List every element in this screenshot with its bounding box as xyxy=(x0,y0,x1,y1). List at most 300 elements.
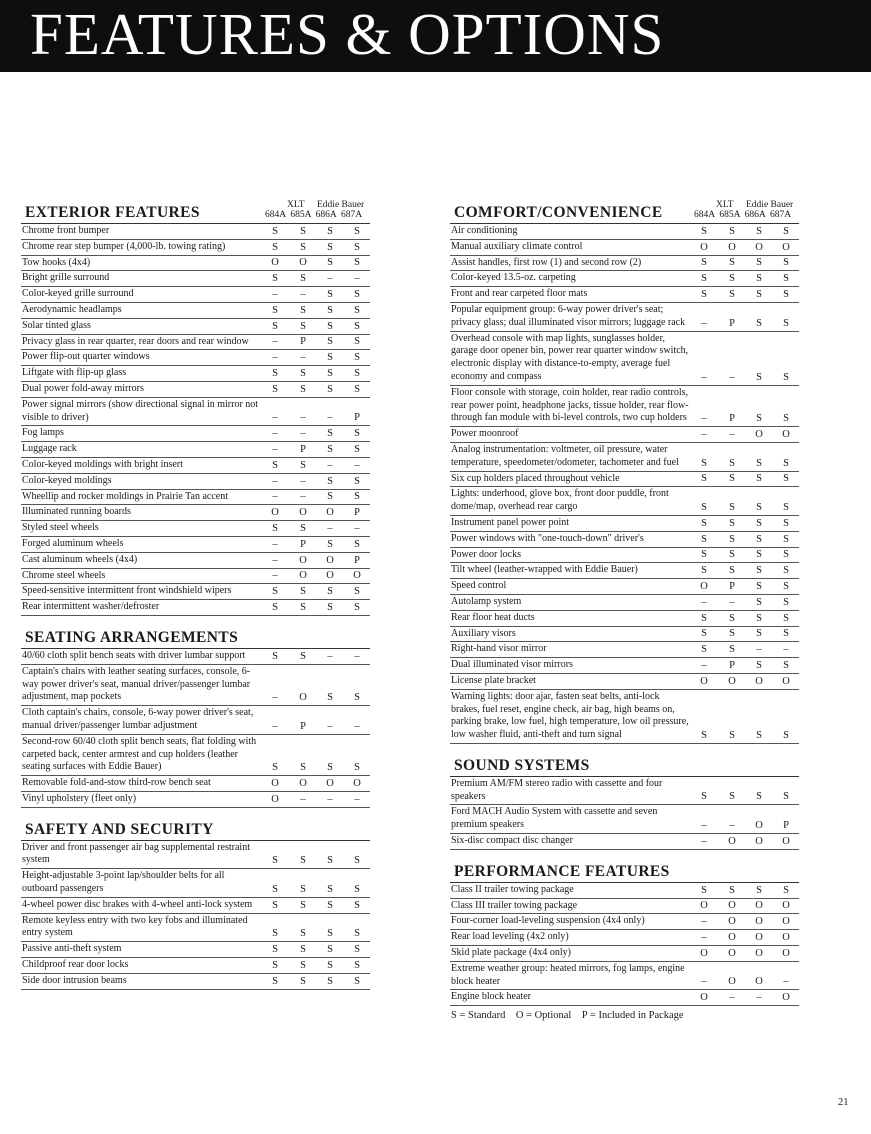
feature-label: Color-keyed grille surround xyxy=(22,288,134,300)
availability-codes xyxy=(265,443,370,456)
feature-row xyxy=(21,914,370,943)
availability-code: – xyxy=(327,459,333,471)
availability-codes xyxy=(265,475,370,488)
feature-label: Floor console with storage, coin holder, rear radio controls, rear power point, headphone jacks, tissue holder, rear flow-through fan module with bi-level controls, two cup holders xyxy=(451,386,689,424)
availability-code: O xyxy=(728,932,736,944)
availability-code: P xyxy=(354,554,360,566)
package-codes: 684A 685A 686A 687A xyxy=(265,210,363,220)
trim-label-eddie-bauer: Eddie Bauer xyxy=(746,200,794,210)
availability-codes xyxy=(694,675,799,688)
availability-code: S xyxy=(272,225,278,237)
feature-label: Speed control xyxy=(451,580,507,592)
availability-codes xyxy=(265,256,370,269)
availability-code: S xyxy=(272,459,278,471)
availability-code: S xyxy=(327,928,333,940)
trim-label-xlt: XLT xyxy=(287,200,305,210)
availability-code: – xyxy=(327,650,333,662)
availability-code: S xyxy=(756,533,762,545)
availability-code: O xyxy=(755,976,763,988)
availability-code: S xyxy=(729,884,735,896)
availability-code: S xyxy=(701,273,707,285)
availability-code: O xyxy=(782,835,790,847)
feature-label: Six-disc compact disc changer xyxy=(451,835,573,847)
section-title: SAFETY AND SECURITY xyxy=(25,820,214,838)
feature-label: Power door locks xyxy=(451,548,521,560)
feature-label: Remote keyless entry with two key fobs and illuminated entry system xyxy=(22,914,248,939)
availability-code: S xyxy=(327,944,333,956)
availability-code: S xyxy=(701,628,707,640)
availability-codes xyxy=(694,472,799,485)
availability-code: S xyxy=(327,225,333,237)
availability-code: S xyxy=(327,352,333,364)
section-header xyxy=(450,198,799,224)
availability-codes xyxy=(265,975,370,988)
availability-code: – xyxy=(300,475,306,487)
availability-code: O xyxy=(755,820,763,832)
availability-code: S xyxy=(729,473,735,485)
feature-label: Color-keyed moldings xyxy=(22,474,112,486)
feature-row xyxy=(450,990,799,1006)
availability-code: – xyxy=(729,820,735,832)
availability-code: S xyxy=(783,729,789,741)
feature-row xyxy=(21,869,370,898)
availability-code: S xyxy=(300,522,306,534)
feature-row xyxy=(21,490,370,506)
availability-code: S xyxy=(783,533,789,545)
availability-code: S xyxy=(756,884,762,896)
availability-code: P xyxy=(300,443,306,455)
feature-row xyxy=(21,569,370,585)
feature-row xyxy=(450,690,799,744)
feature-label: 40/60 cloth split bench seats with driver lumbar support xyxy=(22,649,246,661)
availability-code: S xyxy=(354,428,360,440)
availability-code: S xyxy=(272,928,278,940)
feature-label: Cast aluminum wheels (4x4) xyxy=(22,553,138,565)
availability-code: S xyxy=(354,928,360,940)
availability-code: S xyxy=(300,383,306,395)
availability-code: S xyxy=(756,659,762,671)
feature-row xyxy=(450,595,799,611)
feature-label: Chrome front bumper xyxy=(22,225,110,236)
left-column xyxy=(21,198,370,990)
availability-codes xyxy=(694,627,799,640)
availability-code: – xyxy=(701,932,707,944)
availability-codes xyxy=(265,538,370,551)
feature-row xyxy=(21,521,370,537)
availability-code: S xyxy=(272,899,278,911)
availability-code: P xyxy=(300,720,306,732)
feature-label: Color-keyed moldings with bright insert xyxy=(22,458,183,470)
feature-row xyxy=(450,443,799,472)
availability-code: S xyxy=(783,884,789,896)
availability-code: S xyxy=(783,273,789,285)
availability-code: S xyxy=(729,225,735,237)
availability-code: S xyxy=(354,352,360,364)
availability-code: S xyxy=(327,762,333,774)
availability-code: O xyxy=(728,916,736,928)
feature-label: Four-corner load-leveling suspension (4x4 only) xyxy=(451,915,645,927)
feature-row xyxy=(450,914,799,930)
feature-row xyxy=(450,332,799,386)
availability-code: S xyxy=(327,288,333,300)
availability-code: S xyxy=(701,884,707,896)
feature-row xyxy=(450,930,799,946)
availability-code: S xyxy=(756,791,762,803)
feature-row xyxy=(21,553,370,569)
availability-code: S xyxy=(783,628,789,640)
availability-code: O xyxy=(782,932,790,944)
availability-code: S xyxy=(701,565,707,577)
availability-code: O xyxy=(728,241,736,253)
availability-codes xyxy=(265,225,370,238)
feature-row xyxy=(21,240,370,256)
availability-code: – xyxy=(272,443,278,455)
availability-code: S xyxy=(354,491,360,503)
availability-code: S xyxy=(354,225,360,237)
feature-row xyxy=(450,287,799,303)
availability-code: S xyxy=(729,501,735,513)
feature-row xyxy=(450,962,799,991)
feature-label: Front and rear carpeted floor mats xyxy=(451,288,588,300)
feature-row xyxy=(450,427,799,443)
feature-label: Six cup holders placed throughout vehicle xyxy=(451,472,620,484)
feature-label: Rear load leveling (4x2 only) xyxy=(451,931,569,943)
availability-code: O xyxy=(299,570,307,582)
availability-codes xyxy=(265,650,370,663)
availability-code: S xyxy=(300,320,306,332)
availability-code: S xyxy=(327,586,333,598)
availability-code: O xyxy=(700,675,708,687)
right-column xyxy=(450,198,799,1023)
availability-code: S xyxy=(300,959,306,971)
availability-code: – xyxy=(729,371,735,383)
feature-row xyxy=(450,642,799,658)
feature-row xyxy=(21,350,370,366)
availability-code: S xyxy=(327,491,333,503)
availability-code: S xyxy=(729,729,735,741)
availability-code: – xyxy=(300,352,306,364)
feature-row xyxy=(21,841,370,870)
feature-label: Class II trailer towing package xyxy=(451,883,574,895)
availability-code: O xyxy=(728,947,736,959)
availability-code: S xyxy=(354,475,360,487)
availability-code: S xyxy=(756,371,762,383)
availability-codes xyxy=(265,506,370,519)
availability-code: – xyxy=(701,835,707,847)
feature-label: Power moonroof xyxy=(451,428,519,440)
availability-code: S xyxy=(272,586,278,598)
feature-label: Height-adjustable 3-point lap/shoulder belts for all outboard passengers xyxy=(22,870,225,895)
availability-code: O xyxy=(271,257,279,269)
feature-label: Overhead console with map lights, sunglasses holder, garage door opener bin, power rear quarter window switch, electronic display with distance-to-empty, average fuel economy and compass xyxy=(451,332,689,382)
availability-codes xyxy=(694,975,799,988)
availability-code: O xyxy=(326,570,334,582)
availability-code: P xyxy=(783,820,789,832)
feature-row xyxy=(21,474,370,490)
availability-code: S xyxy=(300,855,306,867)
availability-code: S xyxy=(272,959,278,971)
availability-code: O xyxy=(326,777,334,789)
feature-label: Warning lights: door ajar, fasten seat belts, anti-lock brakes, fuel reset, engine check, air bag, high beams on, parking brake, low fuel, high temperature, low oil pressure, low washer fluid, anti-theft and turn signal xyxy=(451,690,689,741)
availability-code: O xyxy=(782,675,790,687)
availability-code: O xyxy=(299,777,307,789)
availability-code: – xyxy=(354,273,360,285)
availability-code: S xyxy=(300,883,306,895)
availability-code: S xyxy=(327,601,333,613)
section-spacer xyxy=(21,808,370,818)
feature-label: Rear floor heat ducts xyxy=(451,611,535,623)
availability-code: S xyxy=(272,975,278,987)
availability-code: – xyxy=(272,491,278,503)
availability-code: S xyxy=(300,459,306,471)
availability-code: P xyxy=(354,412,360,424)
availability-code: S xyxy=(756,729,762,741)
availability-codes xyxy=(694,835,799,848)
feature-row xyxy=(450,834,799,850)
feature-row xyxy=(21,256,370,272)
feature-row xyxy=(21,792,370,808)
availability-code: S xyxy=(783,565,789,577)
availability-code: O xyxy=(299,257,307,269)
availability-codes xyxy=(265,761,370,774)
feature-row xyxy=(21,665,370,706)
availability-code: S xyxy=(327,383,333,395)
availability-codes xyxy=(694,501,799,514)
availability-code: S xyxy=(300,225,306,237)
availability-code: O xyxy=(271,793,279,805)
availability-code: – xyxy=(327,793,333,805)
availability-code: O xyxy=(299,692,307,704)
section-title: SOUND SYSTEMS xyxy=(454,756,590,774)
availability-code: S xyxy=(327,367,333,379)
availability-codes xyxy=(694,317,799,330)
availability-code: S xyxy=(300,650,306,662)
availability-codes xyxy=(694,612,799,625)
availability-code: O xyxy=(700,900,708,912)
availability-codes xyxy=(694,729,799,742)
feature-label: Liftgate with flip-up glass xyxy=(22,367,127,379)
availability-code: S xyxy=(327,538,333,550)
availability-code: O xyxy=(755,241,763,253)
availability-code: – xyxy=(701,317,707,329)
availability-code: S xyxy=(354,899,360,911)
availability-code: S xyxy=(783,371,789,383)
availability-code: S xyxy=(327,428,333,440)
feature-label: Autolamp system xyxy=(451,595,522,607)
availability-codes xyxy=(694,288,799,301)
availability-codes xyxy=(694,517,799,530)
availability-code: O xyxy=(755,428,763,440)
availability-code: S xyxy=(327,959,333,971)
availability-code: O xyxy=(353,777,361,789)
availability-code: S xyxy=(327,475,333,487)
availability-codes xyxy=(265,927,370,940)
availability-code: – xyxy=(327,522,333,534)
availability-code: S xyxy=(756,580,762,592)
availability-code: S xyxy=(327,257,333,269)
availability-code: O xyxy=(755,932,763,944)
feature-row xyxy=(21,584,370,600)
feature-label: Tow hooks (4x4) xyxy=(22,256,91,268)
availability-code: S xyxy=(701,517,707,529)
feature-row xyxy=(21,776,370,792)
availability-code: S xyxy=(756,565,762,577)
availability-code: O xyxy=(326,507,334,519)
availability-codes xyxy=(694,241,799,254)
availability-code: – xyxy=(701,916,707,928)
availability-code: S xyxy=(354,601,360,613)
availability-code: – xyxy=(300,288,306,300)
feature-row xyxy=(21,271,370,287)
availability-code: S xyxy=(783,791,789,803)
feature-row xyxy=(21,649,370,665)
availability-code: O xyxy=(755,916,763,928)
feature-row xyxy=(21,224,370,240)
availability-code: S xyxy=(701,473,707,485)
availability-code: – xyxy=(272,288,278,300)
availability-codes xyxy=(694,947,799,960)
availability-code: – xyxy=(701,371,707,383)
feature-row xyxy=(21,335,370,351)
availability-code: S xyxy=(701,644,707,656)
feature-label: Rear intermittent washer/defroster xyxy=(22,601,160,613)
availability-code: S xyxy=(756,273,762,285)
availability-code: S xyxy=(300,273,306,285)
availability-code: P xyxy=(354,507,360,519)
feature-row xyxy=(21,974,370,990)
availability-code: O xyxy=(271,507,279,519)
feature-row xyxy=(21,505,370,521)
availability-code: S xyxy=(354,538,360,550)
availability-codes xyxy=(694,991,799,1004)
availability-code: S xyxy=(756,549,762,561)
availability-codes xyxy=(265,427,370,440)
feature-row xyxy=(450,777,799,806)
availability-code: S xyxy=(756,413,762,425)
availability-code: S xyxy=(783,413,789,425)
availability-code: – xyxy=(272,538,278,550)
availability-code: – xyxy=(272,412,278,424)
availability-code: S xyxy=(327,899,333,911)
availability-codes xyxy=(694,428,799,441)
feature-row xyxy=(21,382,370,398)
availability-code: – xyxy=(300,428,306,440)
availability-code: S xyxy=(354,257,360,269)
availability-code: S xyxy=(354,320,360,332)
feature-row xyxy=(21,706,370,735)
availability-code: S xyxy=(272,601,278,613)
feature-row xyxy=(450,271,799,287)
availability-code: O xyxy=(728,835,736,847)
feature-label: Skid plate package (4x4 only) xyxy=(451,947,571,959)
feature-label: Tilt wheel (leather-wrapped with Eddie Bauer) xyxy=(451,564,638,576)
feature-row xyxy=(450,946,799,962)
availability-code: S xyxy=(701,549,707,561)
availability-code: S xyxy=(300,975,306,987)
availability-codes xyxy=(694,580,799,593)
feature-row xyxy=(21,898,370,914)
availability-code: – xyxy=(354,720,360,732)
availability-codes xyxy=(265,585,370,598)
availability-code: – xyxy=(701,413,707,425)
availability-code: O xyxy=(700,580,708,592)
availability-codes xyxy=(694,533,799,546)
availability-code: – xyxy=(729,428,735,440)
availability-code: – xyxy=(701,428,707,440)
availability-codes xyxy=(265,459,370,472)
feature-label: Wheellip and rocker moldings in Prairie Tan accent xyxy=(22,490,228,502)
feature-label: Chrome steel wheels xyxy=(22,569,106,581)
availability-codes xyxy=(265,883,370,896)
feature-row xyxy=(21,398,370,427)
feature-label: Cloth captain's chairs, console, 6-way power driver's seat, manual driver/passenger lumbar adjustment xyxy=(22,707,254,731)
feature-label: Ford MACH Audio System with cassette and seven premium speakers xyxy=(451,806,658,831)
availability-code: S xyxy=(354,883,360,895)
feature-label: Aerodynamic headlamps xyxy=(22,303,122,315)
availability-code: S xyxy=(701,729,707,741)
availability-codes xyxy=(265,522,370,535)
availability-codes xyxy=(265,943,370,956)
availability-code: S xyxy=(327,336,333,348)
availability-code: O xyxy=(299,554,307,566)
availability-codes xyxy=(265,720,370,733)
feature-label: Color-keyed 13.5-oz. carpeting xyxy=(451,272,576,284)
feature-label: 4-wheel power disc brakes with 4-wheel anti-lock system xyxy=(22,898,253,910)
availability-codes xyxy=(694,915,799,928)
availability-code: O xyxy=(728,900,736,912)
feature-row xyxy=(21,319,370,335)
availability-code: – xyxy=(354,793,360,805)
availability-code: S xyxy=(729,628,735,640)
availability-code: S xyxy=(783,225,789,237)
feature-row xyxy=(21,442,370,458)
availability-code: S xyxy=(300,944,306,956)
availability-code: S xyxy=(783,473,789,485)
feature-row xyxy=(21,942,370,958)
feature-label: Power windows with "one-touch-down" driver's xyxy=(451,532,644,544)
availability-codes xyxy=(694,564,799,577)
availability-code: – xyxy=(327,720,333,732)
availability-code: – xyxy=(272,336,278,348)
availability-code: S xyxy=(783,257,789,269)
availability-code: S xyxy=(783,501,789,513)
page-number: 21 xyxy=(838,1097,849,1108)
availability-codes xyxy=(265,241,370,254)
availability-code: – xyxy=(354,459,360,471)
availability-code: S xyxy=(783,317,789,329)
feature-label: Right-hand visor mirror xyxy=(451,643,547,655)
feature-label: Solar tinted glass xyxy=(22,319,91,331)
availability-code: S xyxy=(783,517,789,529)
section-title: EXTERIOR FEATURES xyxy=(25,204,200,221)
availability-codes xyxy=(265,601,370,614)
section-header xyxy=(21,818,370,841)
feature-label: Second-row 60/40 cloth split bench seats, flat folding with carpeted back, center armrest and cup holders (leather seating surfaces with Eddie Bauer) xyxy=(22,735,257,773)
feature-row xyxy=(450,516,799,532)
availability-code: – xyxy=(756,644,762,656)
availability-code: O xyxy=(782,992,790,1004)
availability-codes xyxy=(265,569,370,582)
availability-code: – xyxy=(783,976,789,988)
section-spacer xyxy=(21,616,370,626)
feature-label: Bright grille surround xyxy=(22,272,110,284)
feature-row xyxy=(21,287,370,303)
availability-code: S xyxy=(300,367,306,379)
availability-code: S xyxy=(354,586,360,598)
availability-code: S xyxy=(729,791,735,803)
feature-label: Privacy glass in rear quarter, rear doors and rear window xyxy=(22,335,249,347)
availability-code: S xyxy=(701,501,707,513)
